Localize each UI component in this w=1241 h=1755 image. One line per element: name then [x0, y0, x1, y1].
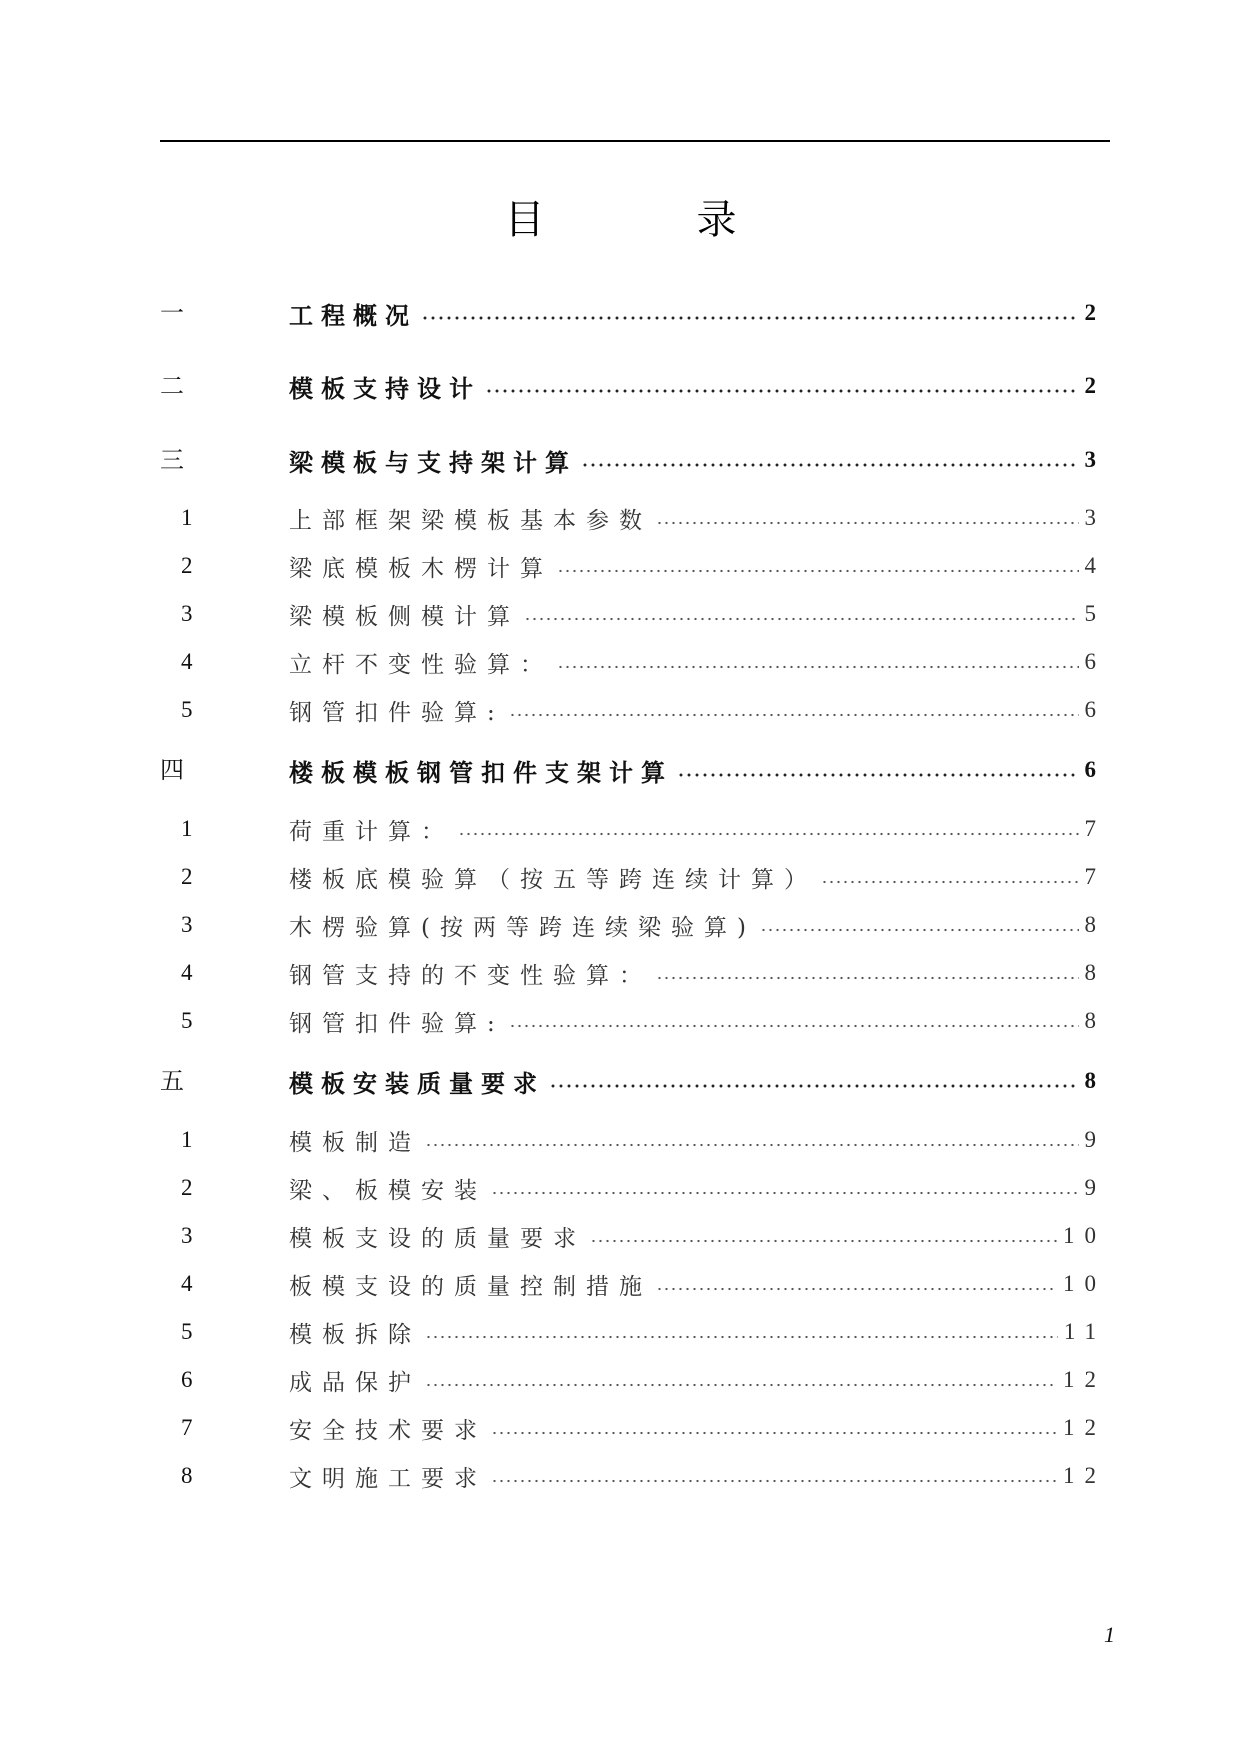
toc-dot-leader: [524, 616, 1079, 622]
toc-entry[interactable]: [0, 750, 1241, 790]
toc-dot-leader: [557, 664, 1079, 670]
page-title: 目 录: [504, 197, 793, 243]
toc-entry-number: 一: [160, 299, 184, 327]
toc-entry-number: 2: [181, 1175, 193, 1200]
toc-entry-line: [289, 690, 1106, 730]
toc-entry[interactable]: [0, 498, 1241, 538]
toc-entry-title[interactable]: 木楞验算(按两等跨连续梁验算): [289, 914, 756, 941]
toc-entry-page: 5: [1084, 601, 1106, 626]
toc-entry[interactable]: [0, 1456, 1241, 1496]
toc-dot-leader: [656, 1286, 1057, 1292]
toc-entry[interactable]: [0, 1216, 1241, 1256]
toc-dot-leader: [421, 315, 1079, 321]
toc-entry-page: 10: [1063, 1223, 1106, 1248]
toc-dot-leader: [821, 879, 1079, 885]
toc-dot-leader: [549, 1083, 1079, 1089]
toc-entry[interactable]: [0, 690, 1241, 730]
toc-entry-number: 1: [181, 816, 193, 841]
toc-entry-number: 5: [181, 697, 193, 722]
toc-entry-page: 7: [1084, 864, 1106, 889]
toc-entry-title[interactable]: 钢管支持的不变性验算：: [289, 962, 652, 989]
toc-entry[interactable]: [0, 366, 1241, 406]
toc-entry-title[interactable]: 钢管扣件验算:: [289, 699, 505, 726]
toc-entry-page: 8: [1084, 1068, 1096, 1093]
toc-entry-line: [289, 642, 1106, 682]
toc-entry-title[interactable]: 安全技术要求: [289, 1417, 487, 1444]
toc-entry[interactable]: [0, 594, 1241, 634]
header-rule: [160, 140, 1110, 142]
toc-entry-line: [289, 1001, 1106, 1041]
toc-entry[interactable]: [0, 293, 1241, 333]
toc-entry-number: 7: [181, 1415, 193, 1440]
toc-entry-title[interactable]: 楼板模板钢管扣件支架计算: [289, 757, 673, 787]
toc-entry-number: 3: [181, 912, 193, 937]
toc-entry-number: 8: [181, 1463, 193, 1488]
toc-entry-page: 9: [1084, 1127, 1106, 1152]
toc-entry-line: [289, 1120, 1106, 1160]
toc-entry-line: [289, 750, 1096, 790]
toc-entry[interactable]: [0, 1061, 1241, 1101]
toc-entry-page: 12: [1063, 1367, 1106, 1392]
toc-entry-line: [289, 857, 1106, 897]
toc-entry-title[interactable]: 上部框架梁模板基本参数: [289, 507, 652, 534]
toc-entry[interactable]: [0, 642, 1241, 682]
toc-entry[interactable]: [0, 1360, 1241, 1400]
toc-entry-page: 9: [1084, 1175, 1106, 1200]
toc-entry-page: 11: [1063, 1319, 1106, 1344]
toc-entry-number: 5: [181, 1008, 193, 1033]
toc-entry-number: 4: [181, 649, 193, 674]
toc-entry-page: 2: [1084, 300, 1096, 325]
toc-entry-number: 1: [181, 1127, 193, 1152]
toc-entry-title[interactable]: 成品保护: [289, 1369, 421, 1396]
toc-dot-leader: [491, 1430, 1057, 1436]
toc-entry-line: [289, 1168, 1106, 1208]
toc-entry-title[interactable]: 梁模板侧模计算: [289, 603, 520, 630]
toc-dot-leader: [677, 772, 1079, 778]
toc-entry-title[interactable]: 楼板底模验算（按五等跨连续计算）: [289, 866, 817, 893]
toc-entry-number: 6: [181, 1367, 193, 1392]
toc-dot-leader: [425, 1142, 1079, 1148]
toc-dot-leader: [581, 462, 1079, 468]
toc-entry-line: [289, 1061, 1096, 1101]
toc-dot-leader: [485, 388, 1079, 394]
toc-entry-page: 6: [1084, 757, 1096, 782]
toc-dot-leader: [458, 831, 1079, 837]
toc-entry-line: [289, 1216, 1106, 1256]
toc-entry-title[interactable]: 梁模板与支持架计算: [289, 447, 577, 477]
toc-dot-leader: [590, 1238, 1057, 1244]
toc-entry[interactable]: [0, 905, 1241, 945]
toc-dot-leader: [509, 712, 1079, 718]
toc-entry-page: 6: [1084, 649, 1106, 674]
toc-entry[interactable]: [0, 440, 1241, 480]
toc-entry-title[interactable]: 工程概况: [289, 300, 417, 330]
toc-dot-leader: [760, 927, 1079, 933]
toc-entry-line: [289, 546, 1106, 586]
toc-entry-page: 7: [1084, 816, 1106, 841]
toc-entry-number: 2: [181, 553, 193, 578]
toc-entry[interactable]: [0, 1264, 1241, 1304]
toc-entry-page: 8: [1084, 960, 1106, 985]
toc-entry[interactable]: [0, 1001, 1241, 1041]
toc-entry[interactable]: [0, 1120, 1241, 1160]
toc-dot-leader: [425, 1334, 1058, 1340]
toc-entry-line: [289, 594, 1106, 634]
toc-entry-number: 4: [181, 960, 193, 985]
toc-entry-title[interactable]: 梁底模板木楞计算: [289, 555, 553, 582]
toc-entry-number: 3: [181, 601, 193, 626]
page-number: 1: [1104, 1622, 1115, 1647]
toc-dot-leader: [491, 1478, 1057, 1484]
toc-entry-title[interactable]: 模板安装质量要求: [289, 1068, 545, 1098]
toc-entry-page: 4: [1084, 553, 1106, 578]
toc-entry-page: 10: [1063, 1271, 1106, 1296]
toc-entry-page: 3: [1084, 447, 1096, 472]
toc-entry-number: 四: [160, 756, 184, 784]
toc-dot-leader: [425, 1382, 1057, 1388]
toc-entry[interactable]: [0, 1408, 1241, 1448]
toc-entry[interactable]: [0, 857, 1241, 897]
toc-entry-number: 4: [181, 1271, 193, 1296]
toc-entry[interactable]: [0, 546, 1241, 586]
toc-entry-number: 三: [160, 446, 184, 474]
toc-entry-line: [289, 440, 1096, 480]
toc-entry-title[interactable]: 模板拆除: [289, 1321, 421, 1348]
toc-entry[interactable]: [0, 1312, 1241, 1352]
toc-entry-number: 2: [181, 864, 193, 889]
toc-entry-title[interactable]: 模板支持设计: [289, 373, 481, 403]
toc-entry-number: 1: [181, 505, 193, 530]
toc-entry-line: [289, 366, 1096, 406]
toc-entry-line: [289, 1312, 1106, 1352]
toc-entry[interactable]: [0, 809, 1241, 849]
toc-entry-page: 6: [1084, 697, 1106, 722]
toc-entry-page: 8: [1084, 1008, 1106, 1033]
toc-entry-line: [289, 953, 1106, 993]
toc-entry-title[interactable]: 梁、板模安装: [289, 1177, 487, 1204]
toc-entry-line: [289, 498, 1106, 538]
toc-dot-leader: [557, 568, 1079, 574]
toc-entry-number: 五: [160, 1067, 184, 1095]
toc-entry-title[interactable]: 模板制造: [289, 1129, 421, 1156]
toc-entry-number: 二: [160, 372, 184, 400]
toc-entry-title[interactable]: 立杆不变性验算：: [289, 651, 553, 678]
toc-entry[interactable]: [0, 953, 1241, 993]
toc-entry-line: [289, 1360, 1106, 1400]
toc-entry-page: 12: [1063, 1415, 1106, 1440]
toc-entry[interactable]: [0, 1168, 1241, 1208]
toc-dot-leader: [656, 975, 1079, 981]
toc-dot-leader: [509, 1023, 1079, 1029]
toc-entry-number: 5: [181, 1319, 193, 1344]
toc-entry-line: [289, 1456, 1106, 1496]
toc-entry-title[interactable]: 文明施工要求: [289, 1465, 487, 1492]
toc-entry-title[interactable]: 钢管扣件验算:: [289, 1010, 505, 1037]
toc-dot-leader: [491, 1190, 1079, 1196]
toc-entry-page: 2: [1084, 373, 1096, 398]
toc-entry-line: [289, 293, 1096, 333]
toc-entry-page: 12: [1063, 1463, 1106, 1488]
toc-entry-number: 3: [181, 1223, 193, 1248]
toc-entry-line: [289, 1408, 1106, 1448]
toc-entry-title[interactable]: 荷重计算：: [289, 818, 454, 845]
toc-entry-line: [289, 809, 1106, 849]
toc-entry-title[interactable]: 板模支设的质量控制措施: [289, 1273, 652, 1300]
toc-entry-line: [289, 1264, 1106, 1304]
toc-entry-line: [289, 905, 1106, 945]
toc-dot-leader: [656, 520, 1079, 526]
toc-entry-page: 8: [1084, 912, 1106, 937]
toc-entry-page: 3: [1084, 505, 1106, 530]
toc-entry-title[interactable]: 模板支设的质量要求: [289, 1225, 586, 1252]
